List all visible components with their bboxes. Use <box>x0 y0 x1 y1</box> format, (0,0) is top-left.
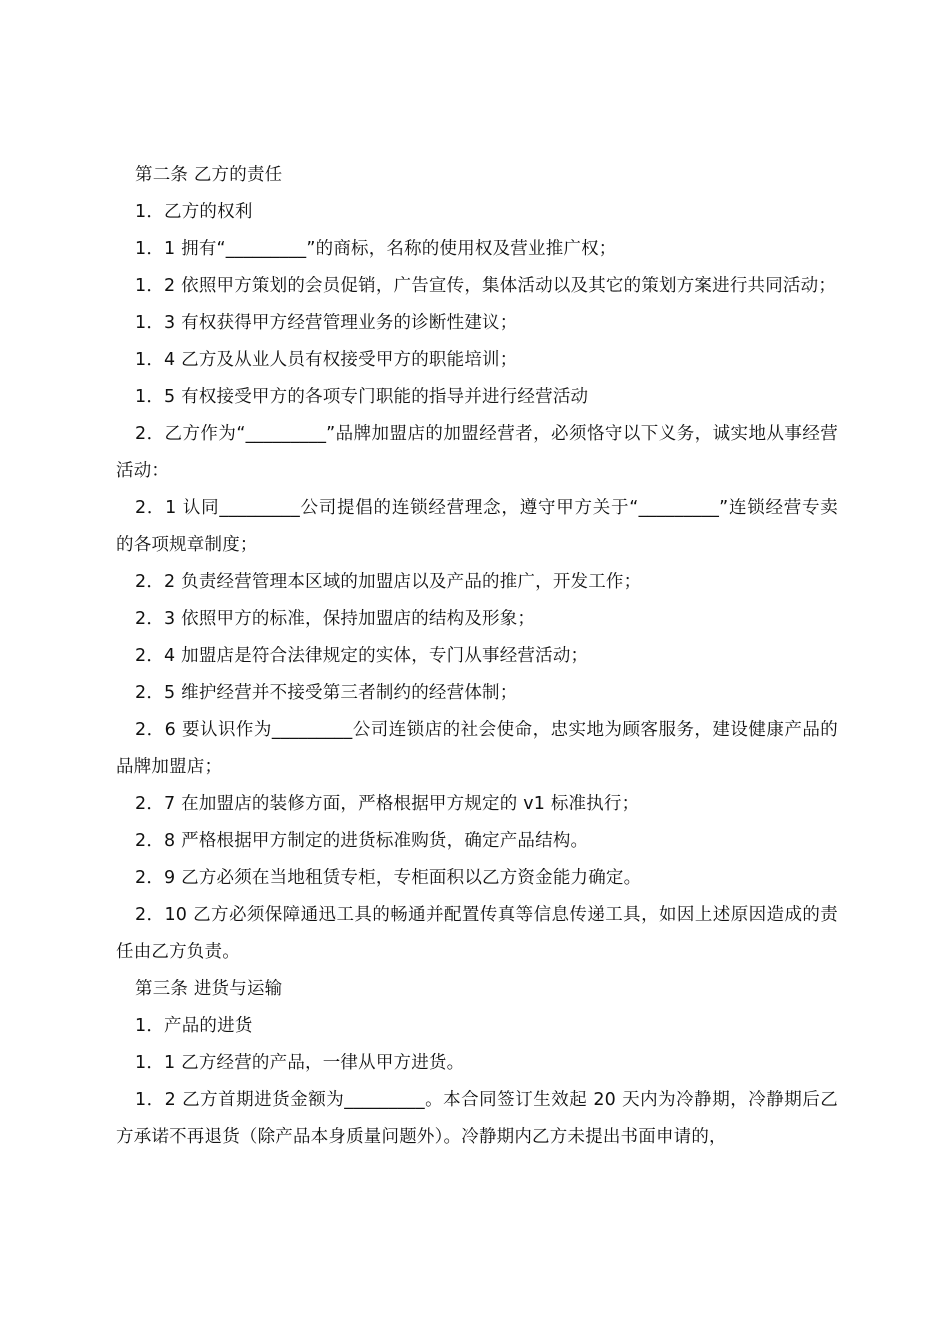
clause-2-8: 2．8 严格根据甲方制定的进货标准购货，确定产品结构。 <box>135 831 589 851</box>
clause-2-10: 2．10 乙方必须保障通迅工具的畅通并配置传真等信息传递工具，如因上述原因造成的责任由乙方负责。 <box>116 905 838 962</box>
article-2-heading: 第二条 乙方的责任 <box>135 165 283 185</box>
clause-2-1: 2．1 认同_________公司提倡的连锁经营理念，遵守甲方关于“_________”连锁经营专卖的各项规章制度； <box>116 498 838 555</box>
clause-1-3: 1．3 有权获得甲方经营管理业务的诊断性建议； <box>135 313 518 333</box>
section-1-rights: 1．乙方的权利 <box>135 202 253 222</box>
clause-2-6: 2．6 要认识作为_________公司连锁店的社会使命，忠实地为顾客服务，建设健康产品的品牌加盟店； <box>116 720 838 777</box>
clause-2-4: 2．4 加盟店是符合法律规定的实体，专门从事经营活动； <box>135 646 589 666</box>
clause-1-2: 1．2 依照甲方策划的会员促销，广告宣传，集体活动以及其它的策划方案进行共同活动； <box>135 276 837 296</box>
clause-2-3: 2．3 依照甲方的标准，保持加盟店的结构及形象； <box>135 609 536 629</box>
clause-2-2: 2．2 负责经营管理本区域的加盟店以及产品的推广，开发工作； <box>135 572 642 592</box>
section-2-obligations: 2．乙方作为“_________”品牌加盟店的加盟经营者，必须恪守以下义务，诚实地从事经营活动： <box>116 424 838 481</box>
clause-1-1: 1．1 拥有“_________”的商标，名称的使用权及营业推广权； <box>135 239 617 259</box>
clause-2-5: 2．5 维护经营并不接受第三者制约的经营体制； <box>135 683 518 703</box>
clause-3-1-1: 1．1 乙方经营的产品，一律从甲方进货。 <box>135 1053 465 1073</box>
clause-1-5: 1．5 有权接受甲方的各项专门职能的指导并进行经营活动 <box>135 387 589 407</box>
clause-1-4: 1．4 乙方及从业人员有权接受甲方的职能培训； <box>135 350 518 370</box>
clause-3-1-2: 1．2 乙方首期进货金额为_________。本合同签订生效起 20 天内为冷静期，冷静期后乙方承诺不再退货（除产品本身质量问题外）。冷静期内乙方未提出书面申请的， <box>116 1090 838 1147</box>
section-1-purchasing: 1．产品的进货 <box>135 1016 253 1036</box>
clause-2-9: 2．9 乙方必须在当地租赁专柜，专柜面积以乙方资金能力确定。 <box>135 868 642 888</box>
article-3-heading: 第三条 进货与运输 <box>135 979 283 999</box>
clause-2-7: 2．7 在加盟店的装修方面，严格根据甲方规定的 v1 标准执行； <box>135 794 640 814</box>
document-body <box>116 157 838 1156</box>
